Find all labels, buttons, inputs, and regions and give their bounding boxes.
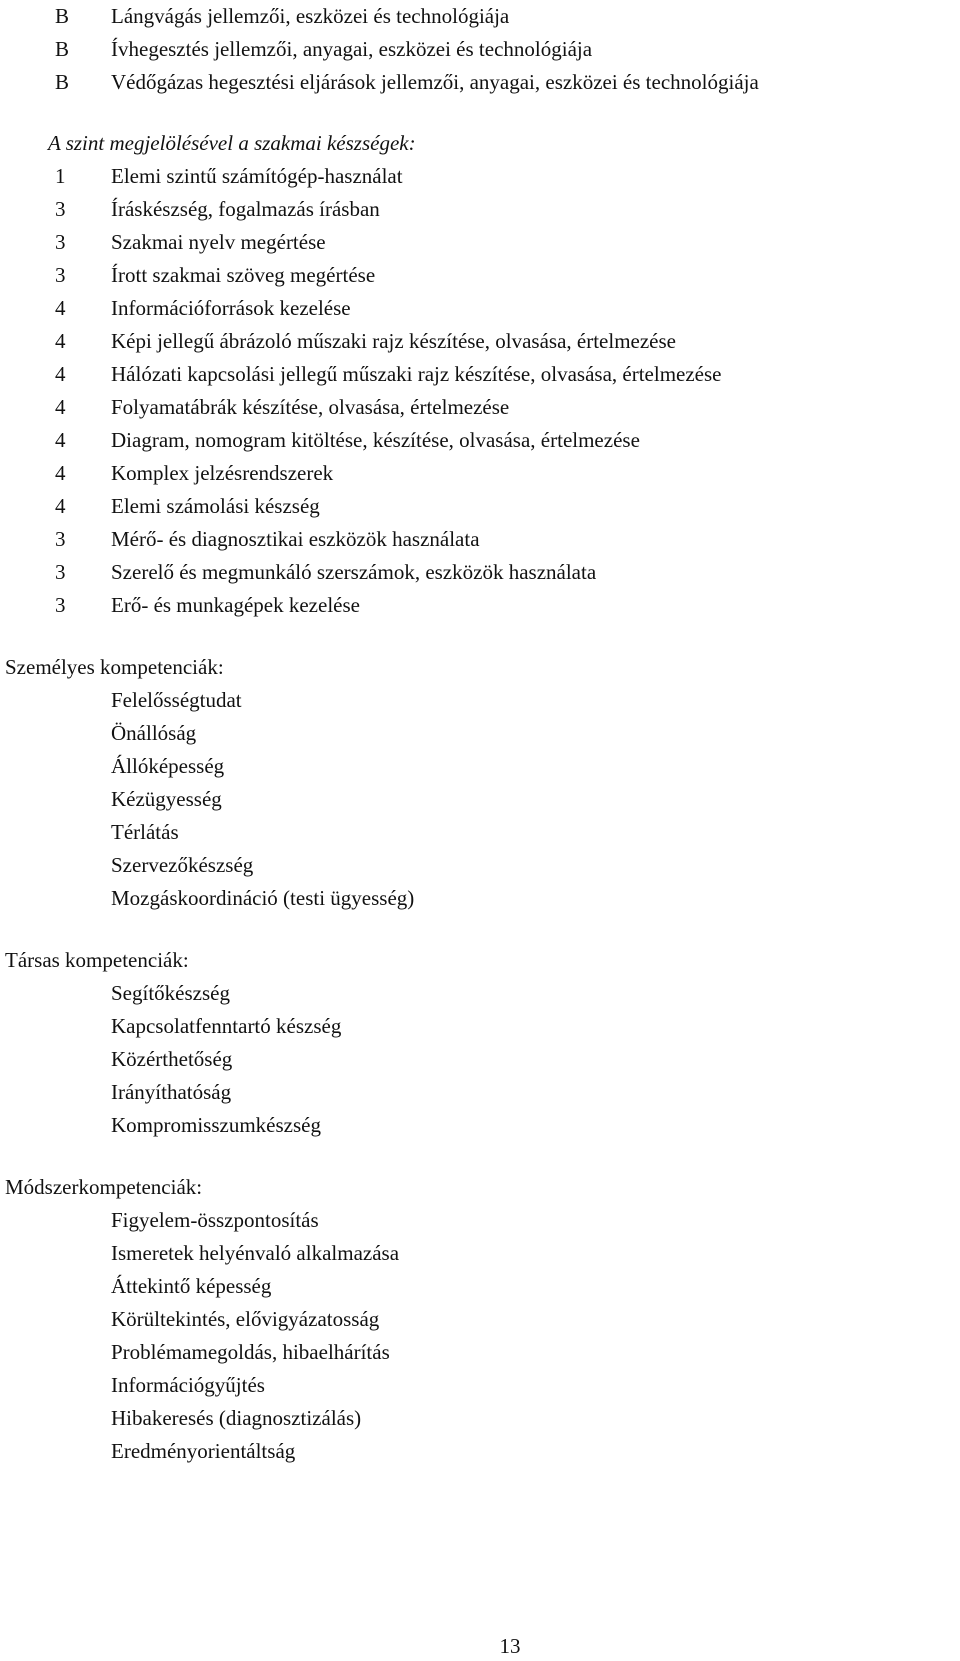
skills-heading (0, 127, 960, 160)
social-heading: Társas kompetenciák: (5, 948, 189, 972)
list-item: Kézügyesség (111, 787, 222, 811)
list-item: Kompromisszumkészség (111, 1113, 321, 1137)
skills-section (0, 127, 960, 622)
list-item: Információgyűjtés (111, 1373, 265, 1397)
list-item: Kapcsolatfenntartó készség (111, 1014, 342, 1038)
list-item: Szervezőkészség (111, 853, 254, 877)
skill-text: Képi jellegű ábrázoló műszaki rajz készítése, olvasása, értelmezése (111, 329, 676, 353)
skill-row (0, 259, 960, 292)
top-list (0, 0, 960, 99)
skill-row (0, 226, 960, 259)
skill-level: 4 (55, 494, 66, 518)
skill-text: Elemi számolási készség (111, 494, 320, 518)
skill-level: 4 (55, 395, 66, 419)
skill-text: Információforrások kezelése (111, 296, 351, 320)
item-code: B (55, 4, 70, 28)
personal-heading: Személyes kompetenciák: (5, 655, 224, 679)
list-item: Térlátás (111, 820, 179, 844)
skill-text: Írott szakmai szöveg megértése (111, 263, 376, 287)
skill-row (0, 457, 960, 490)
item-text: Védőgázas hegesztési eljárások jellemzői, anyagai, eszközei és technológiája (111, 70, 759, 94)
list-item: Eredményorientáltság (111, 1439, 296, 1463)
social-competencies (0, 944, 960, 1142)
list-item (0, 33, 960, 66)
list-item: Önállóság (111, 721, 197, 745)
skill-row (0, 325, 960, 358)
item-code: B (55, 70, 70, 94)
skill-row (0, 292, 960, 325)
skill-row (0, 589, 960, 622)
skill-text: Mérő- és diagnosztikai eszközök használata (111, 527, 480, 551)
skill-text: Szerelő és megmunkáló szerszámok, eszközök használata (111, 560, 597, 584)
skill-level: 3 (55, 263, 66, 287)
skill-level: 3 (55, 593, 66, 617)
personal-competencies (0, 651, 960, 915)
item-text: Ívhegesztés jellemzői, anyagai, eszközei és technológiája (111, 37, 593, 61)
skill-row (0, 556, 960, 589)
skill-row (0, 523, 960, 556)
skill-text: Hálózati kapcsolási jellegű műszaki rajz készítése, olvasása, értelmezése (111, 362, 722, 386)
skill-level: 1 (55, 164, 66, 188)
skill-text: Komplex jelzésrendszerek (111, 461, 334, 485)
skills-heading-text: A szint megjelölésével a szakmai készségek: (48, 131, 416, 155)
list-item: Segítőkészség (111, 981, 230, 1005)
page-number: 13 (499, 1634, 521, 1658)
skill-level: 4 (55, 428, 66, 452)
list-item: Ismeretek helyénvaló alkalmazása (111, 1241, 400, 1265)
skill-level: 3 (55, 527, 66, 551)
skill-text: Erő- és munkagépek kezelése (111, 593, 360, 617)
item-code: B (55, 37, 70, 61)
skill-text: Elemi szintű számítógép-használat (111, 164, 403, 188)
skill-row (0, 424, 960, 457)
skill-level: 4 (55, 296, 66, 320)
skill-row (0, 391, 960, 424)
skill-level: 4 (55, 461, 66, 485)
skill-level: 4 (55, 362, 66, 386)
method-competencies (0, 1171, 960, 1468)
skill-level: 3 (55, 230, 66, 254)
list-item (0, 0, 960, 33)
method-heading: Módszerkompetenciák: (5, 1175, 203, 1199)
list-item: Áttekintő képesség (111, 1274, 272, 1298)
list-item: Közérthetőség (111, 1047, 233, 1071)
list-item: Irányíthatóság (111, 1080, 232, 1104)
list-item: Felelősségtudat (111, 688, 242, 712)
list-item (0, 66, 960, 99)
skill-level: 3 (55, 560, 66, 584)
list-item: Figyelem-összpontosítás (111, 1208, 319, 1232)
skill-level: 4 (55, 329, 66, 353)
skill-row (0, 193, 960, 226)
skill-text: Íráskészség, fogalmazás írásban (111, 197, 380, 221)
skill-text: Szakmai nyelv megértése (111, 230, 326, 254)
item-text: Lángvágás jellemzői, eszközei és technológiája (111, 4, 510, 28)
list-item: Mozgáskoordináció (testi ügyesség) (111, 886, 415, 910)
list-item: Hibakeresés (diagnosztizálás) (111, 1406, 362, 1430)
skill-text: Diagram, nomogram kitöltése, készítése, olvasása, értelmezése (111, 428, 640, 452)
skill-row (0, 358, 960, 391)
list-item: Körültekintés, elővigyázatosság (111, 1307, 380, 1331)
list-item: Problémamegoldás, hibaelhárítás (111, 1340, 390, 1364)
skill-row (0, 490, 960, 523)
skill-text: Folyamatábrák készítése, olvasása, értelmezése (111, 395, 510, 419)
skill-level: 3 (55, 197, 66, 221)
skill-row (0, 160, 960, 193)
list-item: Állóképesség (111, 754, 225, 778)
